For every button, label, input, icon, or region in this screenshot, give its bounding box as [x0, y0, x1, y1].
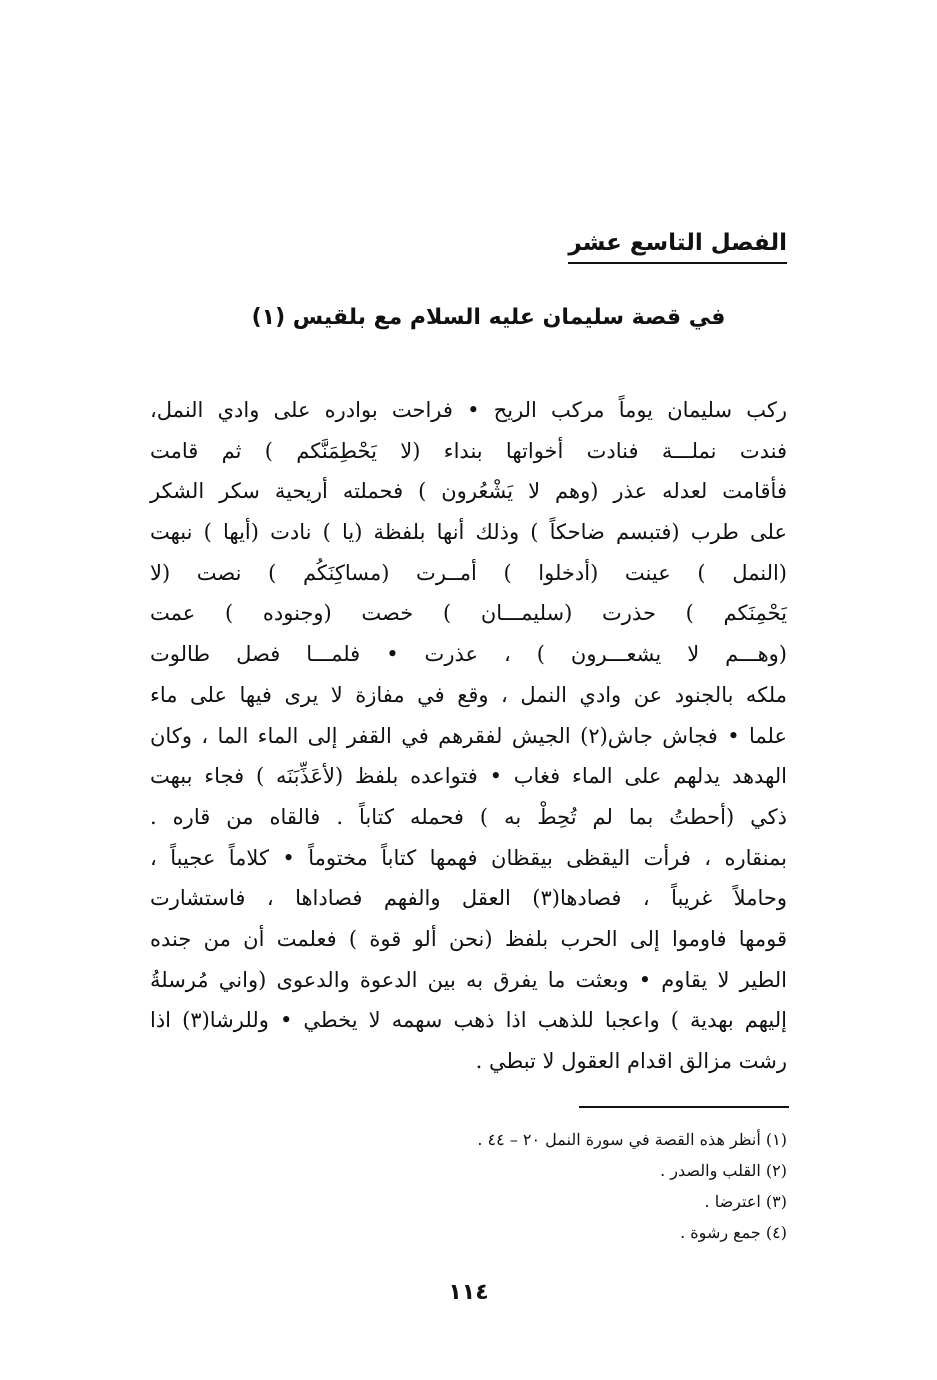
- body-text: [150, 390, 787, 1082]
- body-line: وحاملاً غريباً ، فصادها(٣) العقل والفهم فصاداها ، فاستشارت: [150, 886, 787, 911]
- body-line: رشت مزالق اقدام العقول لا تبطي .: [475, 1049, 787, 1073]
- footnote-divider: [579, 1106, 789, 1108]
- footnote: (٢) القلب والصدر .: [660, 1161, 787, 1180]
- body-line: ذكي (أحطتُ بما لم تُحِطْ به ) فحمله كتاباً . فالقاه من قاره .: [150, 804, 787, 829]
- footnotes: [287, 1124, 787, 1248]
- body-line: يَحْمِنَكم ) حذرت (سليمـــان ) خصت (وجنوده ) عمت: [150, 601, 787, 626]
- footnote: (٤) جمع رشوة .: [680, 1223, 787, 1242]
- footnote: (١) أنظر هذه القصة في سورة النمل ٢٠ – ٤٤ .: [477, 1130, 787, 1149]
- footnote: (٣) اعترضا .: [704, 1192, 787, 1211]
- body-line: على طرب (فتبسم ضاحكاً ) وذلك أنها بلفظة (يا ) نادت (أيها ) نبهت: [150, 520, 787, 545]
- body-line: ركب سليمان يوماً مركب الريح • فراحت بوادره على وادي النمل،: [150, 398, 787, 422]
- section-title: في قصة سليمان عليه السلام مع بلقيس (١): [251, 305, 726, 330]
- body-line: ملكه بالجنود عن وادي النمل ، وقع في مفازة لا يرى فيها على ماء: [150, 682, 787, 707]
- body-line: (وهـــم لا يشعـــرون ) ، عذرت • فلمـــا فصل طالوت: [150, 642, 787, 667]
- chapter-heading: الفصل التاسع عشر: [568, 230, 787, 264]
- page-number: ١١٤: [448, 1280, 489, 1305]
- body-line: إليهم بهدية ) واعجبا للذهب اذا ذهب سهمه لا يخطي • وللرشا(٣) اذا: [150, 1008, 787, 1033]
- body-line: الطير لا يقاوم • وبعثت ما يفرق به بين الدعوة والدعوى (واني مُرسلةُ: [150, 967, 787, 992]
- body-line: الهدهد يدلهم على الماء فغاب • فتواعده بلفظ (لأعَذِّبَنَه ) فجاء ببهت: [150, 764, 787, 789]
- body-line: فندت نملـــة فنادت أخواتها بنداء (لا يَحْطِمَنَّكم ) ثم قامت: [150, 438, 787, 463]
- body-line: (النمل ) عينت (أدخلوا ) أمــرت (مساكِنَكُم ) نصت (لا: [150, 560, 787, 585]
- body-line: علما • فجاش جاش(٢) الجيش لفقرهم في القفر إلى الماء الما ، وكان: [150, 723, 787, 748]
- body-line: قومها فاوموا إلى الحرب بلفظ (نحن ألو قوة ) فعلمت أن من جنده: [150, 926, 787, 951]
- body-line: فأقامت لعدله عذر (وهم لا يَشْعُرون ) فحملته أريحية سكر الشكر: [150, 479, 787, 504]
- body-line: بمنقاره ، فرأت اليقظى بيقظان فهمها كتاباً مختوماً • كلاماً عجيباً ،: [150, 845, 787, 870]
